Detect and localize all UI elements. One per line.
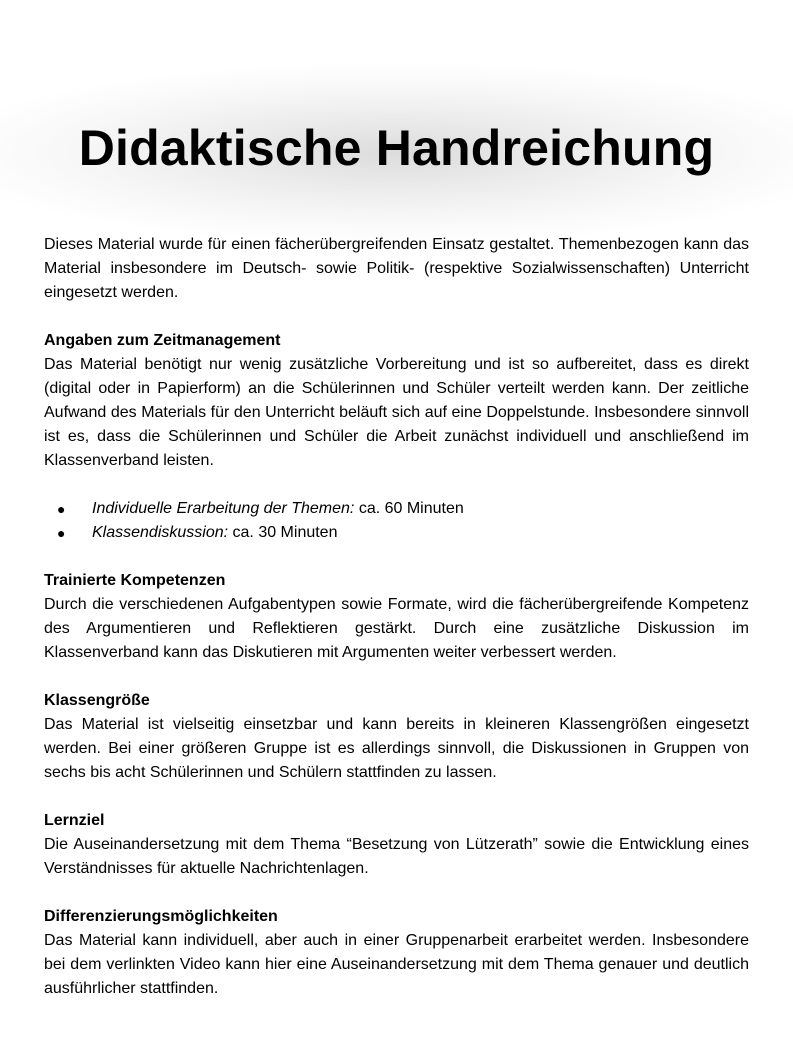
list-item — [44, 497, 749, 521]
section-class-size — [44, 689, 749, 785]
section-differentiation — [44, 905, 749, 1001]
bullet-term: Individuelle Erarbeitung der Themen: — [92, 500, 355, 517]
document-body — [44, 233, 749, 1001]
bullet-dot-icon: ● — [57, 525, 66, 541]
section-text-learning-goal: Die Auseinandersetzung mit dem Thema “Besetzung von Lützerath” sowie die Entwicklung eines Verständnisses für aktuelle Nachrichtenlagen. — [44, 836, 749, 877]
list-item — [44, 521, 749, 545]
intro-paragraph: Dieses Material wurde für einen fächerübergreifenden Einsatz gestaltet. Themenbezogen kann das Material insbesondere im Deutsch- sowie Politik- (respektive Sozialwissenschaften) Unterricht eingesetzt werden. — [44, 236, 749, 301]
page-title: Didaktische Handreichung — [78, 120, 715, 176]
bullet-value: ca. 60 Minuten — [354, 500, 464, 517]
section-text-class-size: Das Material ist vielseitig einsetzbar und kann bereits in kleineren Klassengrößen eingesetzt werden. Bei einer größeren Gruppe ist es allerdings sinnvoll, die Diskussionen in Gruppen von sechs bis acht Schülerinnen und Schülern stattfinden zu lassen. — [44, 716, 749, 781]
bullet-dot-icon: ● — [57, 501, 66, 517]
section-heading-learning-goal: Lernziel — [44, 812, 105, 829]
section-heading-class-size: Klassengröße — [44, 692, 150, 709]
section-heading-competencies: Trainierte Kompetenzen — [44, 572, 226, 589]
time-breakdown-list — [44, 497, 749, 545]
section-time-management — [44, 329, 749, 545]
section-heading-time-management: Angaben zum Zeitmanagement — [44, 332, 281, 349]
section-learning-goal — [44, 809, 749, 881]
section-competencies — [44, 569, 749, 665]
bullet-value: ca. 30 Minuten — [228, 524, 338, 541]
section-text-differentiation: Das Material kann individuell, aber auch in einer Gruppenarbeit erarbeitet werden. Insbesondere bei dem verlinkten Video kann hier eine Auseinandersetzung mit dem Thema genauer und deutlich ausführlicher stattfinden. — [44, 932, 749, 997]
section-text-competencies: Durch die verschiedenen Aufgabentypen sowie Formate, wird die fächerübergreifende Kompetenz des Argumentieren und Reflektieren gestärkt. Durch eine zusätzliche Diskussion im Klassenverband kann das Diskutieren mit Argumenten weiter verbessert werden. — [44, 596, 749, 661]
section-heading-differentiation: Differenzierungsmöglichkeiten — [44, 908, 278, 925]
section-text-time-management: Das Material benötigt nur wenig zusätzliche Vorbereitung und ist so aufbereitet, dass es direkt (digital oder in Papierform) an die Schülerinnen und Schüler verteilt werden kann. Der zeitliche Aufwand des Materials für den Unterricht beläuft sich auf eine Doppelstunde. Insbesondere sinnvoll ist es, dass die Schülerinnen und Schüler die Arbeit zunächst individuell und anschließend im Klassenverband leisten. — [44, 356, 749, 469]
bullet-term: Klassendiskussion: — [92, 524, 229, 541]
